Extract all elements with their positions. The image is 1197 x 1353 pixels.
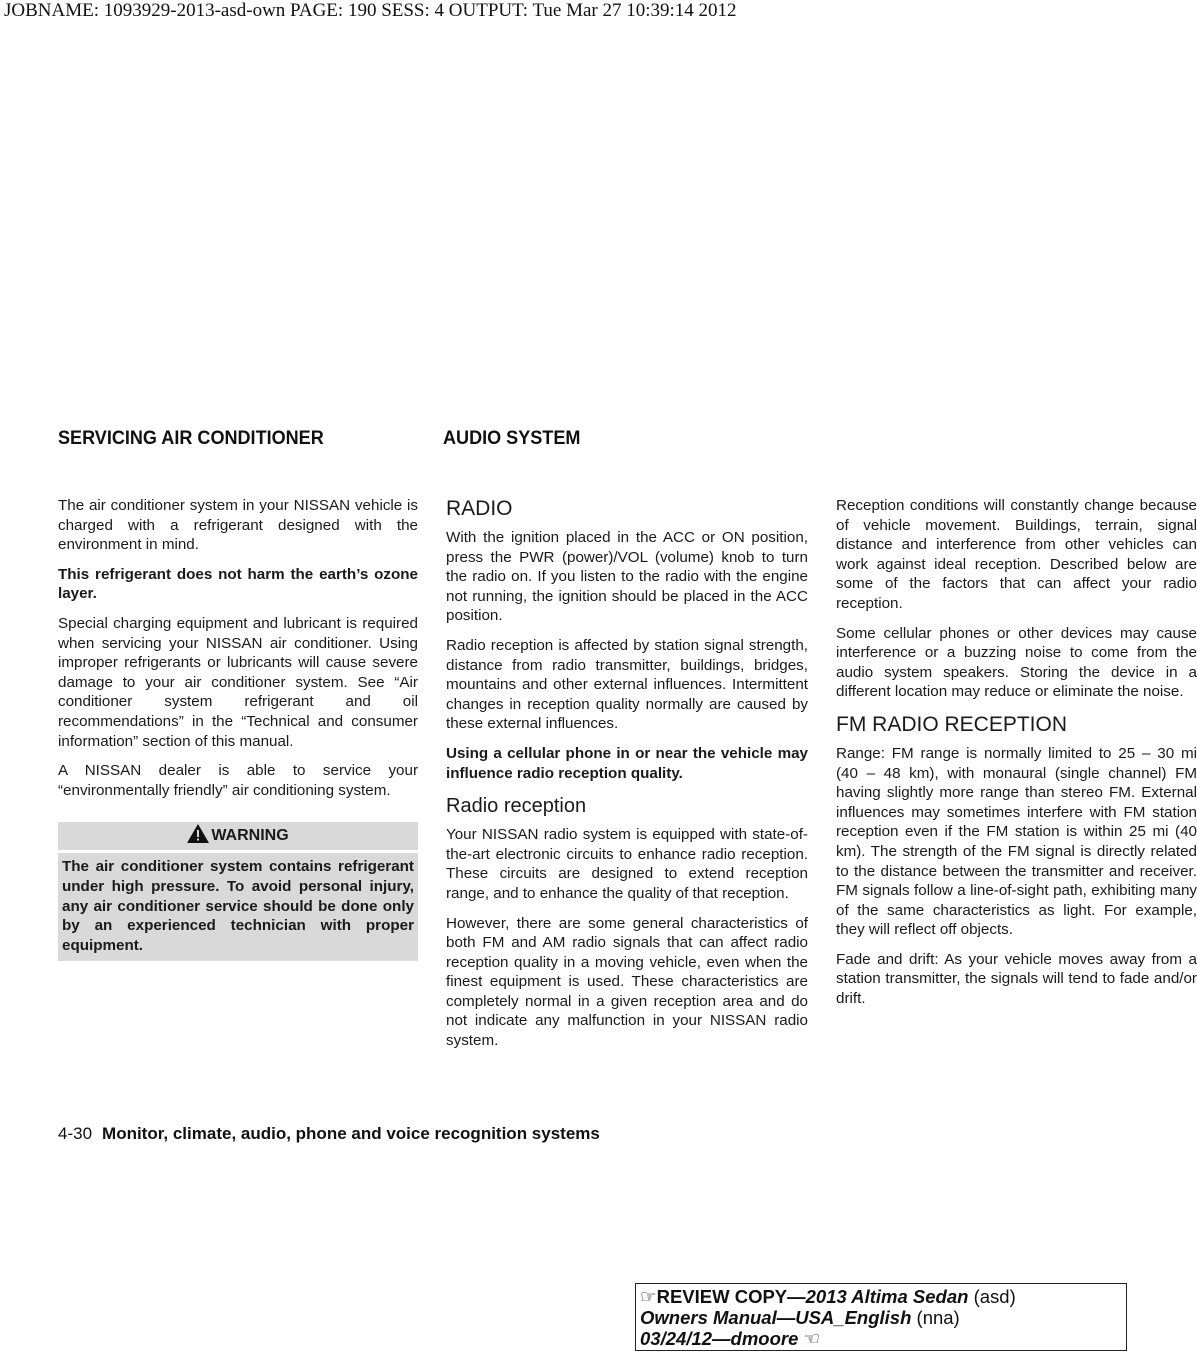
review-vehicle: 2013 Altima Sedan [805, 1286, 969, 1307]
job-header-line: JOBNAME: 1093929-2013-asd-own PAGE: 190 SESS: 4 OUTPUT: Tue Mar 27 10:39:14 2012 [4, 0, 737, 21]
review-line-3: 03/24/12—dmoore ☜ [640, 1328, 821, 1349]
fm-radio-reception-heading: FM RADIO RECEPTION [836, 712, 1068, 736]
paragraph: Reception conditions will constantly change because of vehicle movement. Buildings, terrain, signal distance and interference from other vehicles can work against ideal reception. Described below are some of the factors that can affect your radio reception. [836, 497, 1197, 612]
review-copy-box [635, 1283, 1127, 1351]
paragraph: Radio reception is affected by station signal strength, distance from radio transmitter, buildings, bridges, mountains and other external influences. Intermittent changes in reception quality normally are caused by these external influences. [446, 636, 808, 733]
paragraph: Special charging equipment and lubricant is required when servicing your NISSAN air conditioner. Using improper refrigerants or lubricants will cause severe damage to your air conditioner system. See “Air conditioner system refrigerant and oil recommendations” in the “Technical and consumer information” section of this manual. [58, 614, 418, 750]
radio-heading: RADIO [446, 497, 513, 520]
paragraph-bold: Using a cellular phone in or near the vehicle may influence radio reception quality. [446, 744, 808, 782]
warning-triangle-icon [187, 824, 209, 843]
review-manual: Owners Manual—USA_English [640, 1307, 912, 1328]
warning-header [58, 822, 418, 850]
paragraph: Fade and drift: As your vehicle moves away from a station transmitter, the signals will tend to fade and/or drift. [836, 950, 1197, 1008]
page-footer [58, 1124, 600, 1144]
page-number: 4-30 [58, 1124, 93, 1143]
paragraph: A NISSAN dealer is able to service your “environmentally friendly” air conditioning system. [58, 762, 418, 799]
paragraph: However, there are some general characteristics of both FM and AM radio signals that can affect radio reception quality in a moving vehicle, even when the finest equipment is used. These characteristics are completely normal in a given reception area and do not indicate any malfunction in your NISSAN radio system. [446, 914, 808, 1050]
paragraph: The air conditioner system in your NISSAN vehicle is charged with a refrigerant designed with the environment in mind. [58, 497, 418, 554]
review-line-2 [640, 1307, 1122, 1328]
paragraph: Range: FM range is normally limited to 25 – 30 mi (40 – 48 km), with monaural (single channel) FM having slightly more range than stereo FM. External influences may sometimes interfere with FM station reception even if the FM station is within 25 mi (40 km). The strength of the FM signal is directly related to the distance between the transmitter and receiver. FM signals follow a line-of-sight path, exhibiting many of the same characteristics as light. For example, they will reflect off objects. [836, 744, 1197, 939]
chapter-title: Monitor, climate, audio, phone and voice recognition systems [102, 1124, 600, 1143]
paragraph: Some cellular phones or other devices may cause interference or a buzzing noise to come from the audio system speakers. Storing the device in a different location may reduce or eliminate the noise. [836, 624, 1197, 701]
paragraph-bold: This refrigerant does not harm the earth’s ozone layer. [58, 565, 418, 603]
paragraph: With the ignition placed in the ACC or ON position, press the PWR (power)/VOL (volume) knob to turn the radio on. If you listen to the radio with the engine not running, the ignition should be placed in the ACC position. [446, 529, 808, 625]
column-radio [446, 496, 808, 1061]
review-vehicle-code: (asd) [968, 1286, 1016, 1307]
warning-title: WARNING [211, 827, 289, 845]
radio-reception-heading: Radio reception [446, 795, 587, 818]
warning-body: The air conditioner system contains refrigerant under high pressure. To avoid personal injury, any air conditioner service should be done only by an experienced technician with proper equipment. [58, 853, 418, 961]
column-servicing-ac [58, 496, 418, 961]
paragraph: Your NISSAN radio system is equipped with state-of-the-art electronic circuits to enhance radio reception. These circuits are designed to extend reception range, and to enhance the quality of that reception. [446, 826, 808, 902]
column-fm-reception [836, 496, 1197, 1019]
section-heading-audio-system: AUDIO SYSTEM [443, 428, 581, 449]
review-label: ☞REVIEW COPY— [640, 1286, 806, 1307]
section-heading-servicing-ac: SERVICING AIR CONDITIONER [58, 428, 324, 449]
review-line-1 [640, 1286, 1122, 1307]
review-manual-code: (nna) [911, 1307, 960, 1328]
